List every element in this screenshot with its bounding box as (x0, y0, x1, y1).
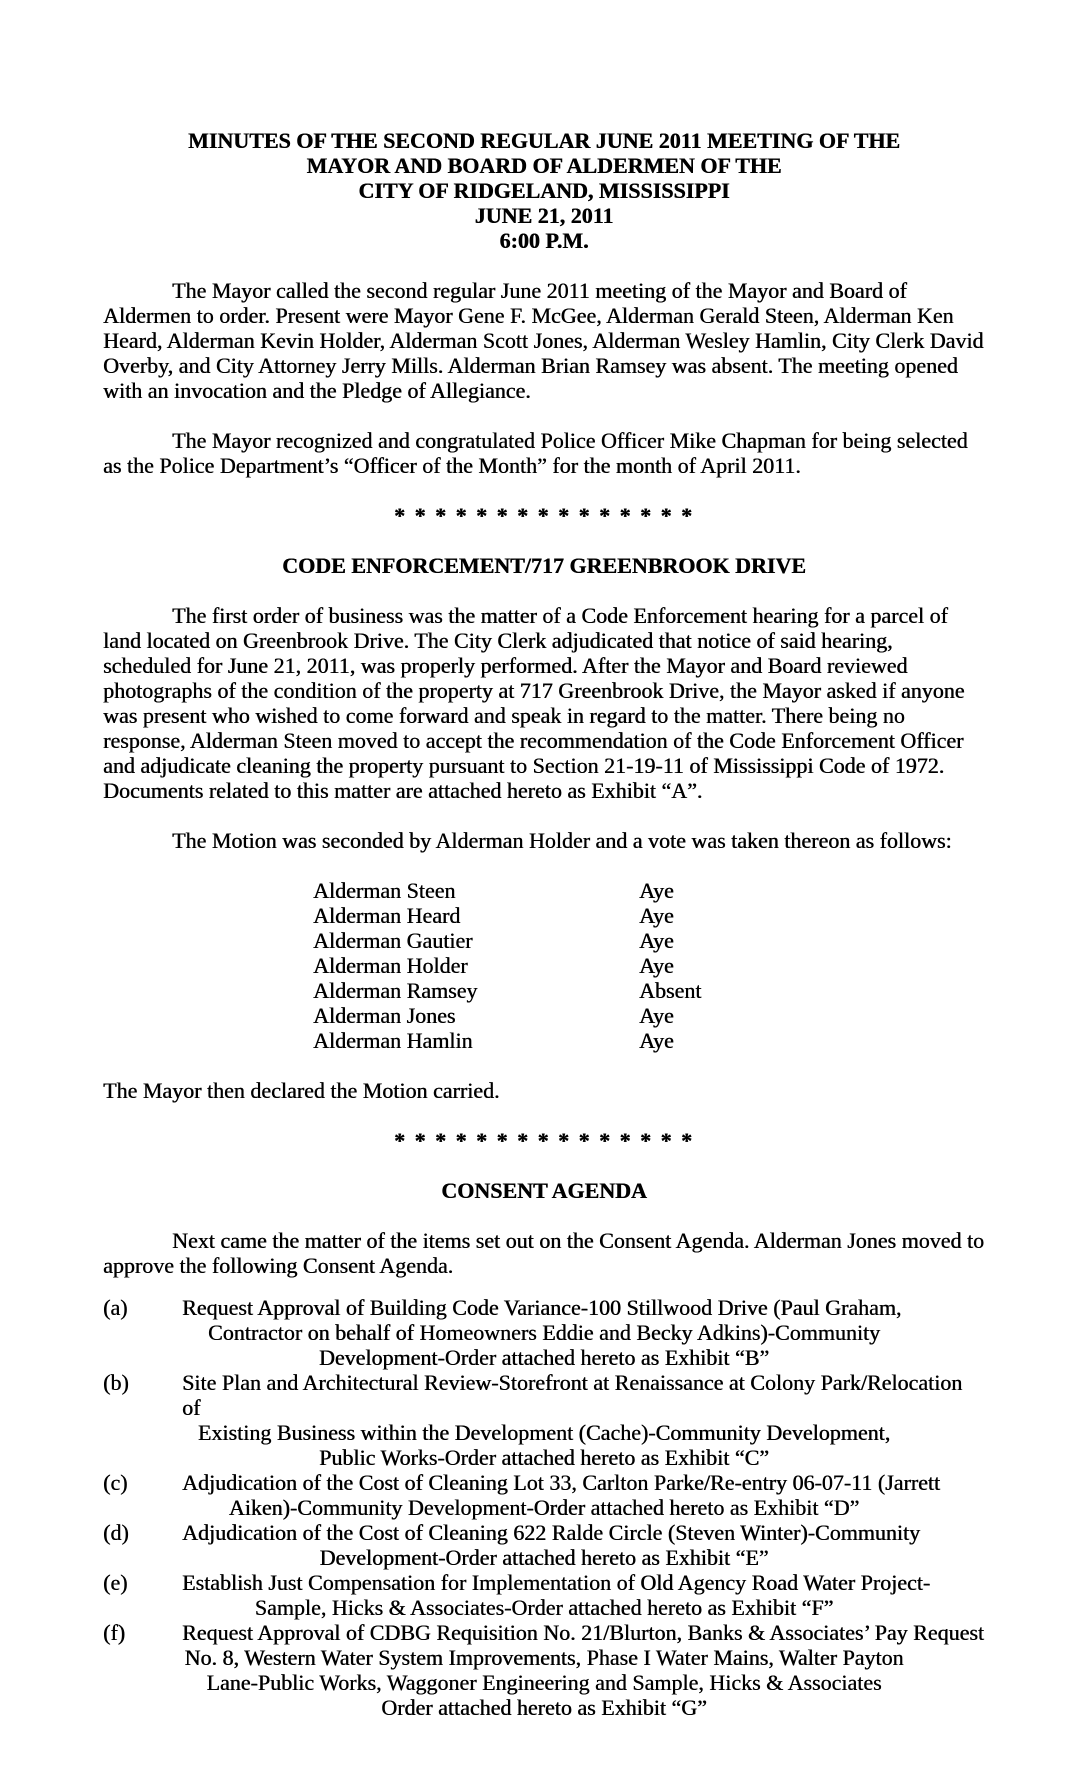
consent-item-lines (182, 1570, 985, 1620)
consent-item-line: Request Approval of CDBG Requisition No. 21/Blurton, Banks & Associates’ Pay Request (182, 1620, 984, 1645)
vote-alderman-name: Alderman Ramsey (313, 978, 478, 1003)
consent-item-line: No. 8, Western Water System Improvements, Phase I Water Mains, Walter Payton (184, 1645, 904, 1670)
section-heading-consent-agenda: CONSENT AGENDA (441, 1178, 647, 1203)
consent-item-lines (182, 1295, 985, 1370)
consent-item-line: Contractor on behalf of Homeowners Eddie and Becky Adkins)-Community (207, 1320, 881, 1345)
consent-item-label: (b) (103, 1370, 129, 1395)
consent-item (103, 1570, 985, 1620)
consent-item-line: Adjudication of the Cost of Cleaning 622 Ralde Circle (Steven Winter)-Community (182, 1520, 921, 1545)
paragraph-consent-intro: Next came the matter of the items set out on the Consent Agenda. Alderman Jones moved to approve the following Consent Agenda. (103, 1228, 984, 1278)
asterisk-separator: * * * * * * * * * * * * * * * (394, 503, 694, 528)
consent-item (103, 1370, 985, 1470)
section-heading-code-enforcement: CODE ENFORCEMENT/717 GREENBROOK DRIVE (282, 553, 806, 578)
consent-item-line: Aiken)-Community Development-Order attached hereto as Exhibit “D” (228, 1495, 860, 1520)
consent-item-line: Development-Order attached hereto as Exhibit “E” (319, 1545, 769, 1570)
consent-item (103, 1470, 985, 1520)
consent-item-line: Sample, Hicks & Associates-Order attached hereto as Exhibit “F” (254, 1595, 834, 1620)
vote-row (103, 978, 985, 1003)
consent-item-line: Request Approval of Building Code Variance-100 Stillwood Drive (Paul Graham, (182, 1295, 902, 1320)
consent-item (103, 1295, 985, 1370)
vote-value: Aye (639, 878, 674, 903)
paragraph-motion-carried: The Mayor then declared the Motion carried. (103, 1078, 500, 1103)
consent-item (103, 1620, 985, 1720)
consent-item-line: Public Works-Order attached hereto as Exhibit “C” (319, 1445, 769, 1470)
consent-item-label: (c) (103, 1470, 128, 1495)
consent-item-label: (d) (103, 1520, 129, 1545)
consent-item-lines (182, 1620, 985, 1720)
consent-item-lines (182, 1520, 985, 1570)
title-line: 6:00 P.M. (499, 228, 589, 253)
vote-value: Aye (639, 903, 674, 928)
title-line: MAYOR AND BOARD OF ALDERMEN OF THE (306, 153, 782, 178)
document-title (103, 128, 985, 253)
vote-value: Absent (639, 978, 702, 1003)
vote-row (103, 1028, 985, 1053)
vote-row (103, 928, 985, 953)
title-line: CITY OF RIDGELAND, MISSISSIPPI (358, 178, 730, 203)
vote-alderman-name: Alderman Heard (313, 903, 461, 928)
consent-item-line: Lane-Public Works, Waggoner Engineering and Sample, Hicks & Associates (206, 1670, 882, 1695)
consent-agenda-list (103, 1295, 985, 1720)
paragraph-call-to-order: The Mayor called the second regular June 2011 meeting of the Mayor and Board of Aldermen to order. Present were Mayor Gene F. McGee, Alderman Gerald Steen, Alderman Ken Heard, Alderman Kevin Holder, Alderman Scott Jones, Alderman Wesley Hamlin, City Clerk David Overby, and City Attorney Jerry Mills. Alderman Brian Ramsey was absent. The meeting opened with an invocation and the Pledge of Allegiance. (103, 278, 984, 403)
title-line: JUNE 21, 2011 (474, 203, 614, 228)
consent-item-line: Order attached hereto as Exhibit “G” (381, 1695, 707, 1720)
vote-alderman-name: Alderman Holder (313, 953, 468, 978)
consent-item-line: Existing Business within the Development (Cache)-Community Development, (197, 1420, 891, 1445)
consent-item-label: (e) (103, 1570, 128, 1595)
vote-alderman-name: Alderman Gautier (313, 928, 473, 953)
title-line: MINUTES OF THE SECOND REGULAR JUNE 2011 MEETING OF THE (187, 128, 901, 153)
vote-alderman-name: Alderman Hamlin (313, 1028, 473, 1053)
vote-row (103, 903, 985, 928)
vote-value: Aye (639, 928, 674, 953)
vote-value: Aye (639, 953, 674, 978)
asterisk-separator: * * * * * * * * * * * * * * * (394, 1128, 694, 1153)
consent-item-label: (f) (103, 1620, 125, 1645)
vote-row (103, 1003, 985, 1028)
consent-item-lines (182, 1470, 985, 1520)
consent-item-line: Establish Just Compensation for Implementation of Old Agency Road Water Project- (182, 1570, 931, 1595)
vote-row (103, 953, 985, 978)
consent-item-line: Development-Order attached hereto as Exhibit “B” (318, 1345, 770, 1370)
paragraph-officer-recognition: The Mayor recognized and congratulated Police Officer Mike Chapman for being selected as the Police Department’s “Officer of the Month” for the month of April 2011. (103, 428, 968, 478)
vote-value: Aye (639, 1003, 674, 1028)
vote-row (103, 878, 985, 903)
vote-value: Aye (639, 1028, 674, 1053)
vote-alderman-name: Alderman Steen (313, 878, 456, 903)
consent-item-lines (182, 1370, 985, 1470)
consent-item-line: Site Plan and Architectural Review-Storefront at Renaissance at Colony Park/Relocation of (182, 1370, 963, 1420)
vote-table (103, 878, 985, 1053)
consent-item-line: Adjudication of the Cost of Cleaning Lot 33, Carlton Parke/Re-entry 06-07-11 (Jarrett (182, 1470, 941, 1495)
paragraph-motion-seconded: The Motion was seconded by Alderman Holder and a vote was taken thereon as follows: (172, 828, 952, 853)
consent-item-label: (a) (103, 1295, 128, 1320)
consent-item (103, 1520, 985, 1570)
paragraph-code-enforcement-hearing: The first order of business was the matter of a Code Enforcement hearing for a parcel of land located on Greenbrook Drive. The City Clerk adjudicated that notice of said hearing, scheduled for June 21, 2011, was properly performed. After the Mayor and Board reviewed photographs of the condition of the property at 717 Greenbrook Drive, the Mayor asked if anyone was present who wished to come forward and speak in regard to the matter. There being no response, Alderman Steen moved to accept the recommendation of the Code Enforcement Officer and adjudicate cleaning the property pursuant to Section 21-19-11 of Mississippi Code of 1972. Documents related to this matter are attached hereto as Exhibit “A”. (103, 603, 965, 803)
vote-alderman-name: Alderman Jones (313, 1003, 456, 1028)
